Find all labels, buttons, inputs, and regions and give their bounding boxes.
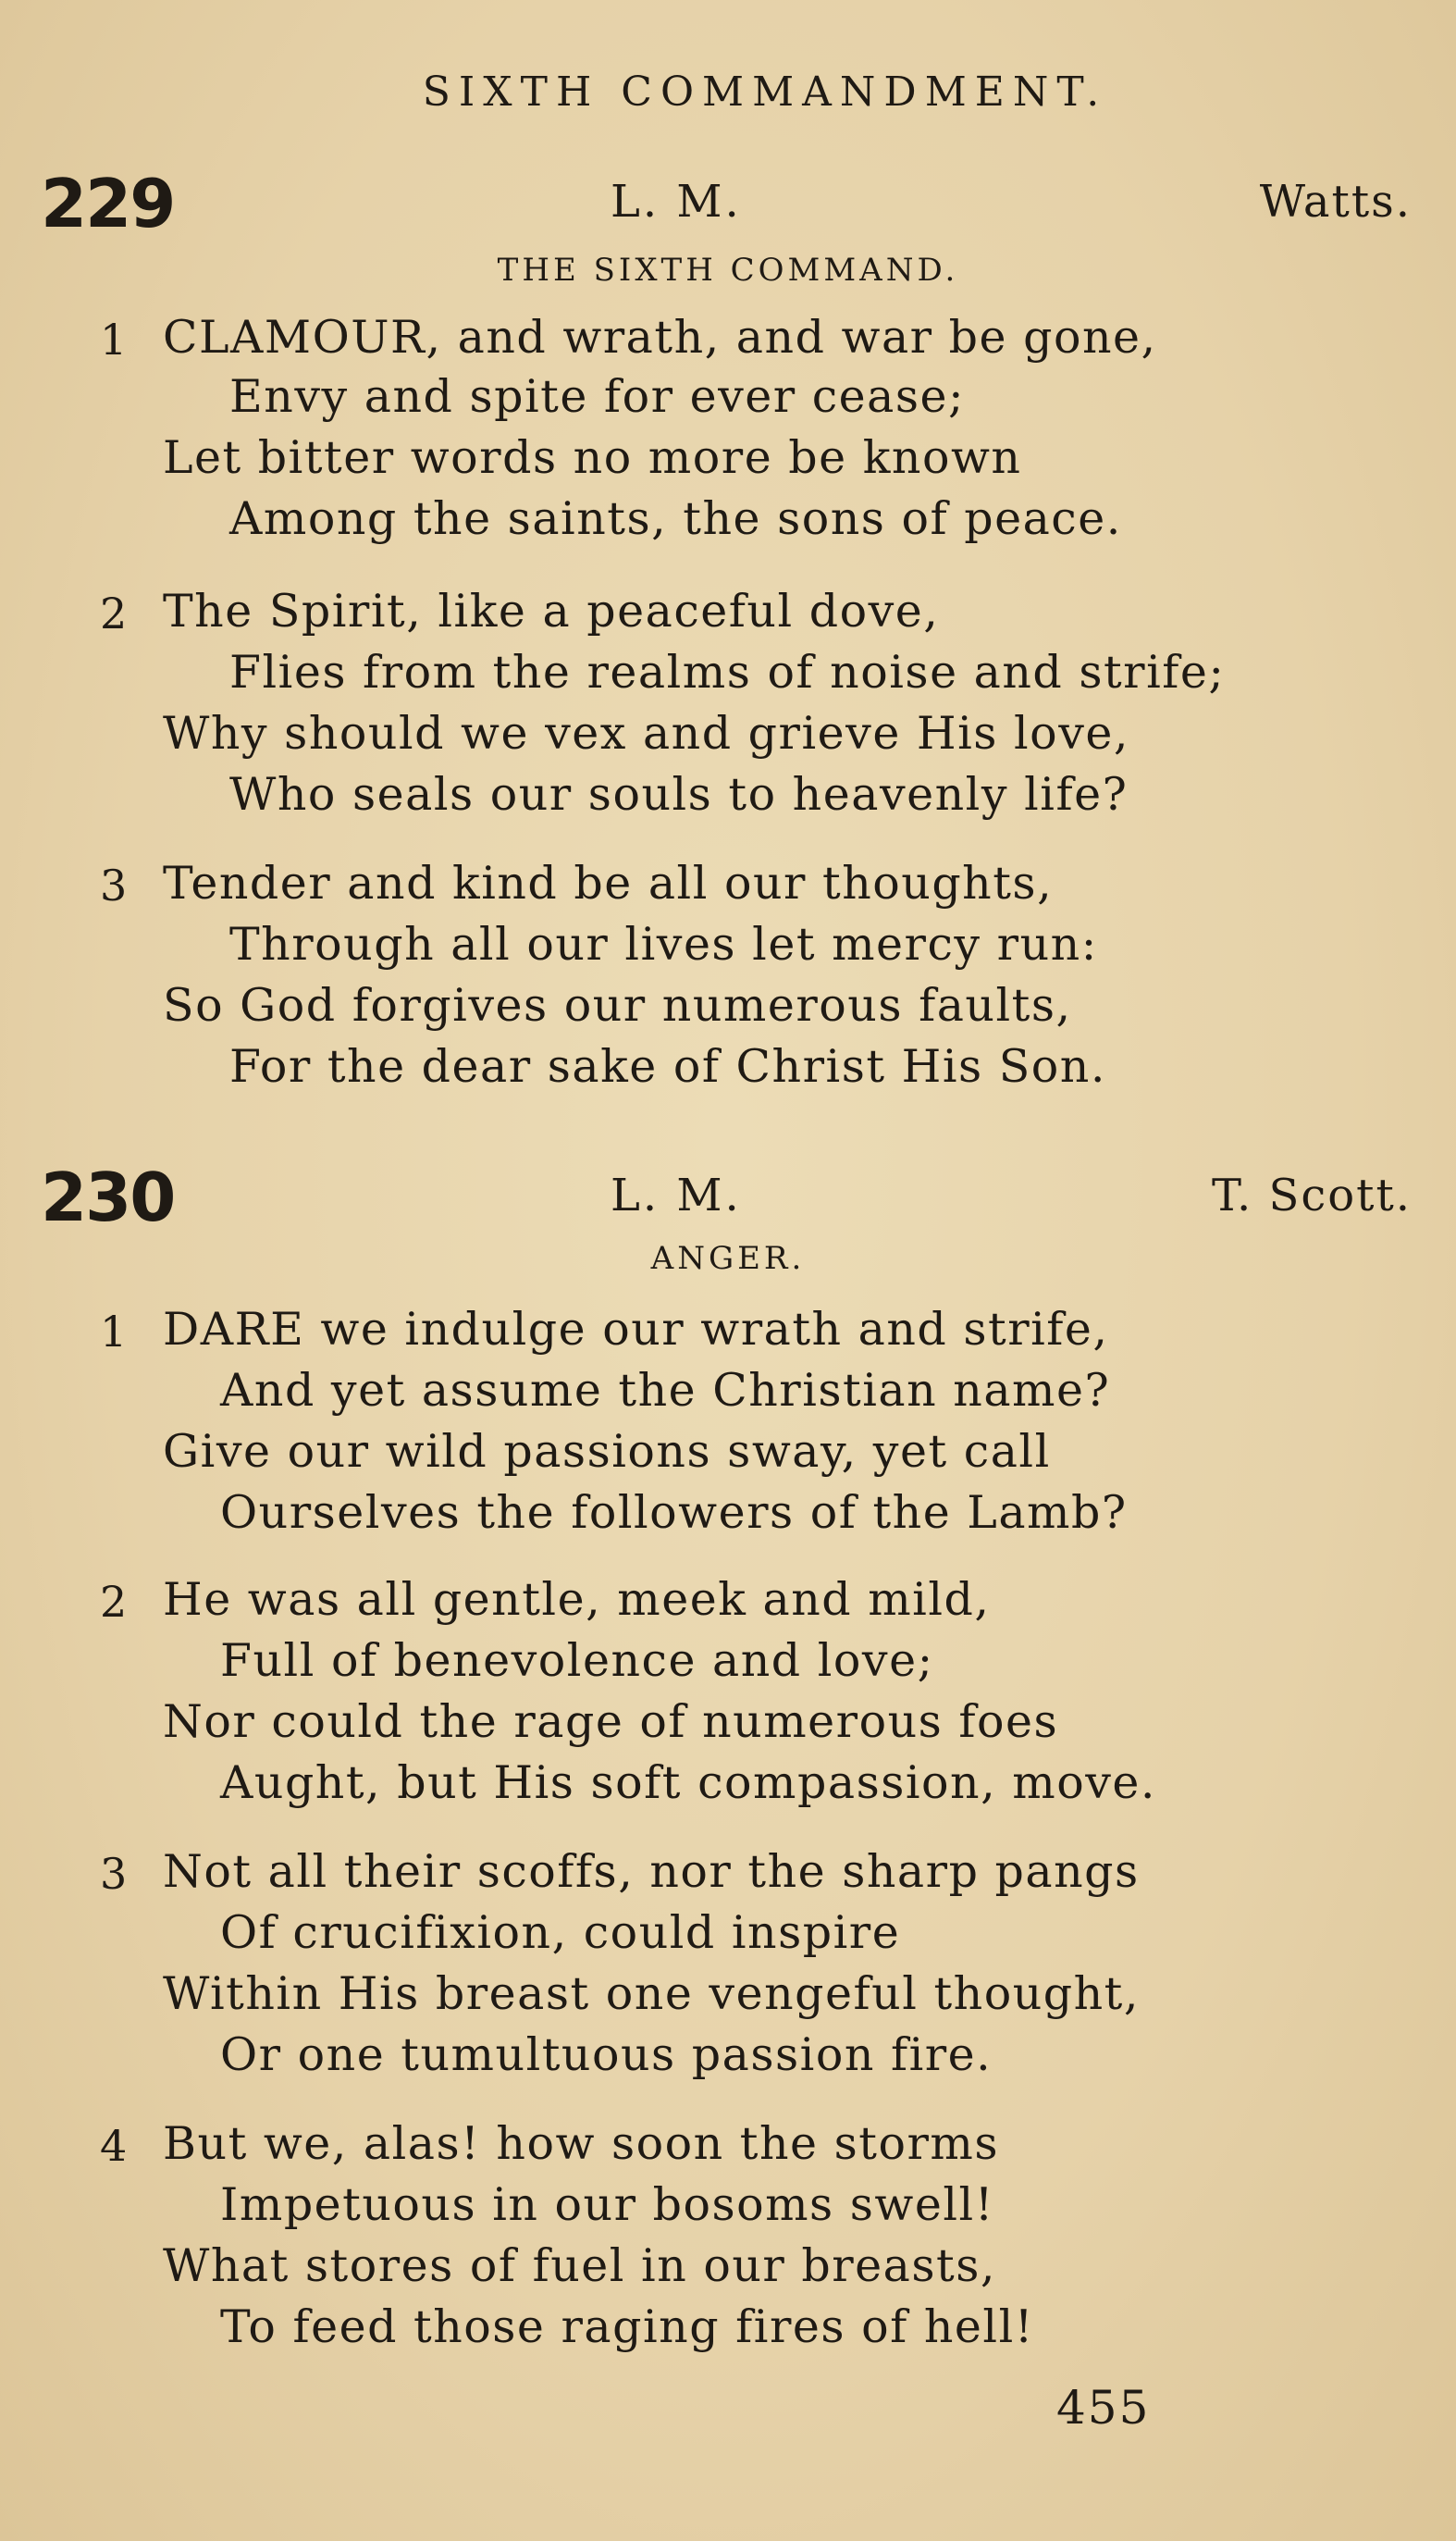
hymn-header <box>0 1159 1456 1236</box>
hymn-number: 229 <box>41 165 175 242</box>
hymn-header <box>0 165 1456 242</box>
verse-line: For the dear sake of Christ His Son. <box>229 1040 1106 1093</box>
verse-line: Within His breast one vengeful thought, <box>163 1967 1140 2020</box>
running-head: SIXTH COMMANDMENT. <box>422 68 1108 116</box>
verse-line: Tender and kind be all our thoughts, <box>163 857 1054 910</box>
verse-line: Give our wild passions sway, yet call <box>163 1425 1051 1478</box>
hymn-meter: L. M. <box>611 1170 742 1221</box>
page-number: 455 <box>1056 2381 1151 2435</box>
stanza-number: 2 <box>100 1577 128 1627</box>
verse-line: Why should we vex and grieve His love, <box>163 707 1129 760</box>
verse-line: So God forgives our numerous faults, <box>163 979 1072 1032</box>
stanza-number: 1 <box>100 1307 128 1357</box>
hymn-topic: THE SIXTH COMMAND. <box>497 252 959 289</box>
verse-line: Through all our lives let mercy run: <box>229 918 1098 971</box>
verse-line: And yet assume the Christian name? <box>220 1364 1111 1417</box>
hymn-topic: ANGER. <box>650 1240 806 1277</box>
verse-line: Among the saints, the sons of peace. <box>229 492 1122 545</box>
verse-line: To feed those raging fires of hell! <box>220 2300 1034 2353</box>
hymn-author: Watts. <box>1259 176 1412 228</box>
verse-line: What stores of fuel in our breasts, <box>163 2239 996 2292</box>
verse-line: Not all their scoffs, nor the sharp pangs <box>163 1845 1140 1898</box>
stanza-number: 1 <box>100 315 128 365</box>
verse-line: Let bitter words no more be known <box>163 431 1022 484</box>
verse-line: Ourselves the followers of the Lamb? <box>220 1486 1128 1539</box>
verse-line: He was all gentle, meek and mild, <box>163 1573 991 1626</box>
verse-line: Who seals our souls to heavenly life? <box>229 768 1129 821</box>
verse-line: But we, alas! how soon the storms <box>163 2117 999 2170</box>
hymn-number: 230 <box>41 1159 175 1236</box>
verse-line: Or one tumultuous passion fire. <box>220 2028 993 2081</box>
verse-line: The Spirit, like a peaceful dove, <box>163 585 940 638</box>
verse-line: Of crucifixion, could inspire <box>220 1906 901 1959</box>
stanza-number: 3 <box>100 861 128 911</box>
verse-line: Full of benevolence and love; <box>220 1634 934 1687</box>
stanza-number: 3 <box>100 1849 128 1899</box>
verse-line: Aught, but His soft compassion, move. <box>220 1756 1156 1809</box>
verse-line: Nor could the rage of numerous foes <box>163 1695 1059 1748</box>
hymn-author: T. Scott. <box>1212 1170 1412 1221</box>
stanza-number: 2 <box>100 589 128 638</box>
verse-line: Envy and spite for ever cease; <box>229 370 966 423</box>
verse-line: Impetuous in our bosoms swell! <box>220 2178 994 2231</box>
verse-line: CLAMOUR, and wrath, and war be gone, <box>163 311 1157 364</box>
verse-line: DARE we indulge our wrath and strife, <box>163 1303 1109 1356</box>
stanza-number: 4 <box>100 2121 128 2171</box>
hymn-meter: L. M. <box>611 176 742 228</box>
verse-line: Flies from the realms of noise and strife; <box>229 646 1226 699</box>
